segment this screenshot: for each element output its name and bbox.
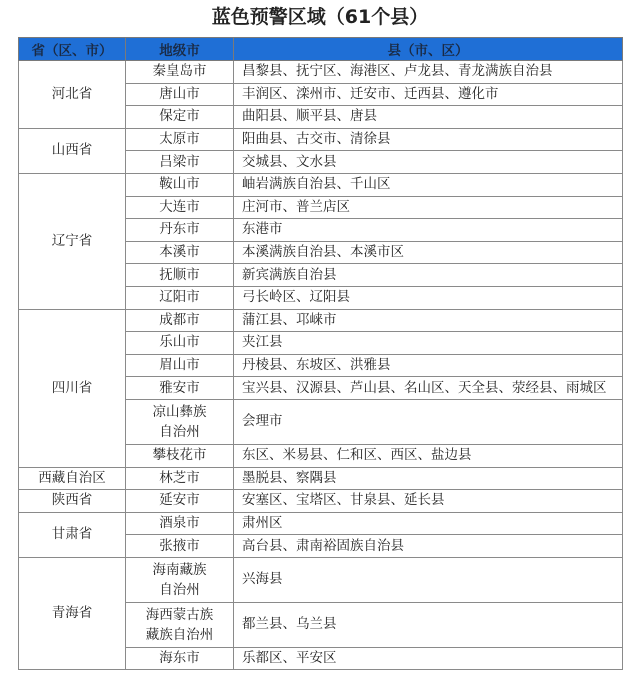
city-cell: 丹东市 [126,219,234,242]
county-cell: 蒲江县、邛崃市 [234,309,623,332]
county-cell: 曲阳县、顺平县、唐县 [234,106,623,129]
city-cell: 乐山市 [126,332,234,355]
city-cell: 林芝市 [126,467,234,490]
city-cell: 吕梁市 [126,151,234,174]
header-province: 省（区、市） [19,38,126,61]
county-cell: 弓长岭区、辽阳县 [234,286,623,309]
county-cell: 高台县、肃南裕固族自治县 [234,535,623,558]
province-cell: 甘肃省 [19,512,126,557]
province-cell: 陕西省 [19,490,126,513]
county-cell: 安塞区、宝塔区、甘泉县、延长县 [234,490,623,513]
county-cell: 阳曲县、古交市、清徐县 [234,128,623,151]
city-cell: 成都市 [126,309,234,332]
province-cell: 河北省 [19,61,126,129]
city-cell: 海东市 [126,647,234,670]
county-cell: 乐都区、平安区 [234,647,623,670]
county-cell: 丹棱县、东坡区、洪雅县 [234,354,623,377]
county-cell: 昌黎县、抚宁区、海港区、卢龙县、青龙满族自治县 [234,61,623,84]
city-cell: 张掖市 [126,535,234,558]
table-row [19,467,623,490]
county-cell: 丰润区、滦州市、迁安市、迁西县、遵化市 [234,83,623,106]
city-cell: 酒泉市 [126,512,234,535]
county-cell: 庄河市、普兰店区 [234,196,623,219]
county-cell: 交城县、文水县 [234,151,623,174]
city-cell: 唐山市 [126,83,234,106]
province-cell: 山西省 [19,128,126,173]
county-cell: 东区、米易县、仁和区、西区、盐边县 [234,444,623,467]
city-cell: 鞍山市 [126,173,234,196]
county-cell: 夹江县 [234,332,623,355]
county-cell: 新宾满族自治县 [234,264,623,287]
city-cell: 眉山市 [126,354,234,377]
city-cell: 本溪市 [126,241,234,264]
table-row [19,128,623,151]
document-title: 蓝色预警区域（61个县） [211,6,429,28]
table-row [19,309,623,332]
county-cell: 东港市 [234,219,623,242]
city-cell: 延安市 [126,490,234,513]
table-row [19,490,623,513]
city-cell: 太原市 [126,128,234,151]
city-cell: 秦皇岛市 [126,61,234,84]
table-row [19,173,623,196]
table-row [19,61,623,84]
county-cell: 会理市 [234,399,623,444]
county-cell: 墨脱县、察隅县 [234,467,623,490]
city-cell: 海南藏族 自治州 [126,557,234,602]
province-cell: 西藏自治区 [19,467,126,490]
city-cell: 保定市 [126,106,234,129]
county-cell: 宝兴县、汉源县、芦山县、名山区、天全县、荥经县、雨城区 [234,377,623,400]
city-cell: 雅安市 [126,377,234,400]
county-cell: 本溪满族自治县、本溪市区 [234,241,623,264]
warning-region-table [18,37,623,670]
city-cell: 攀枝花市 [126,444,234,467]
table-body [19,61,623,670]
county-cell: 肃州区 [234,512,623,535]
city-cell: 凉山彝族 自治州 [126,399,234,444]
table-row [19,512,623,535]
county-cell: 岫岩满族自治县、千山区 [234,173,623,196]
province-cell: 四川省 [19,309,126,467]
province-cell: 青海省 [19,557,126,670]
county-cell: 兴海县 [234,557,623,602]
table-row [19,557,623,602]
county-cell: 都兰县、乌兰县 [234,602,623,647]
table-header-row [19,38,623,61]
city-cell: 海西蒙古族 藏族自治州 [126,602,234,647]
header-city: 地级市 [126,38,234,61]
city-cell: 辽阳市 [126,286,234,309]
province-cell: 辽宁省 [19,173,126,309]
city-cell: 抚顺市 [126,264,234,287]
header-county: 县（市、区） [234,38,623,61]
city-cell: 大连市 [126,196,234,219]
